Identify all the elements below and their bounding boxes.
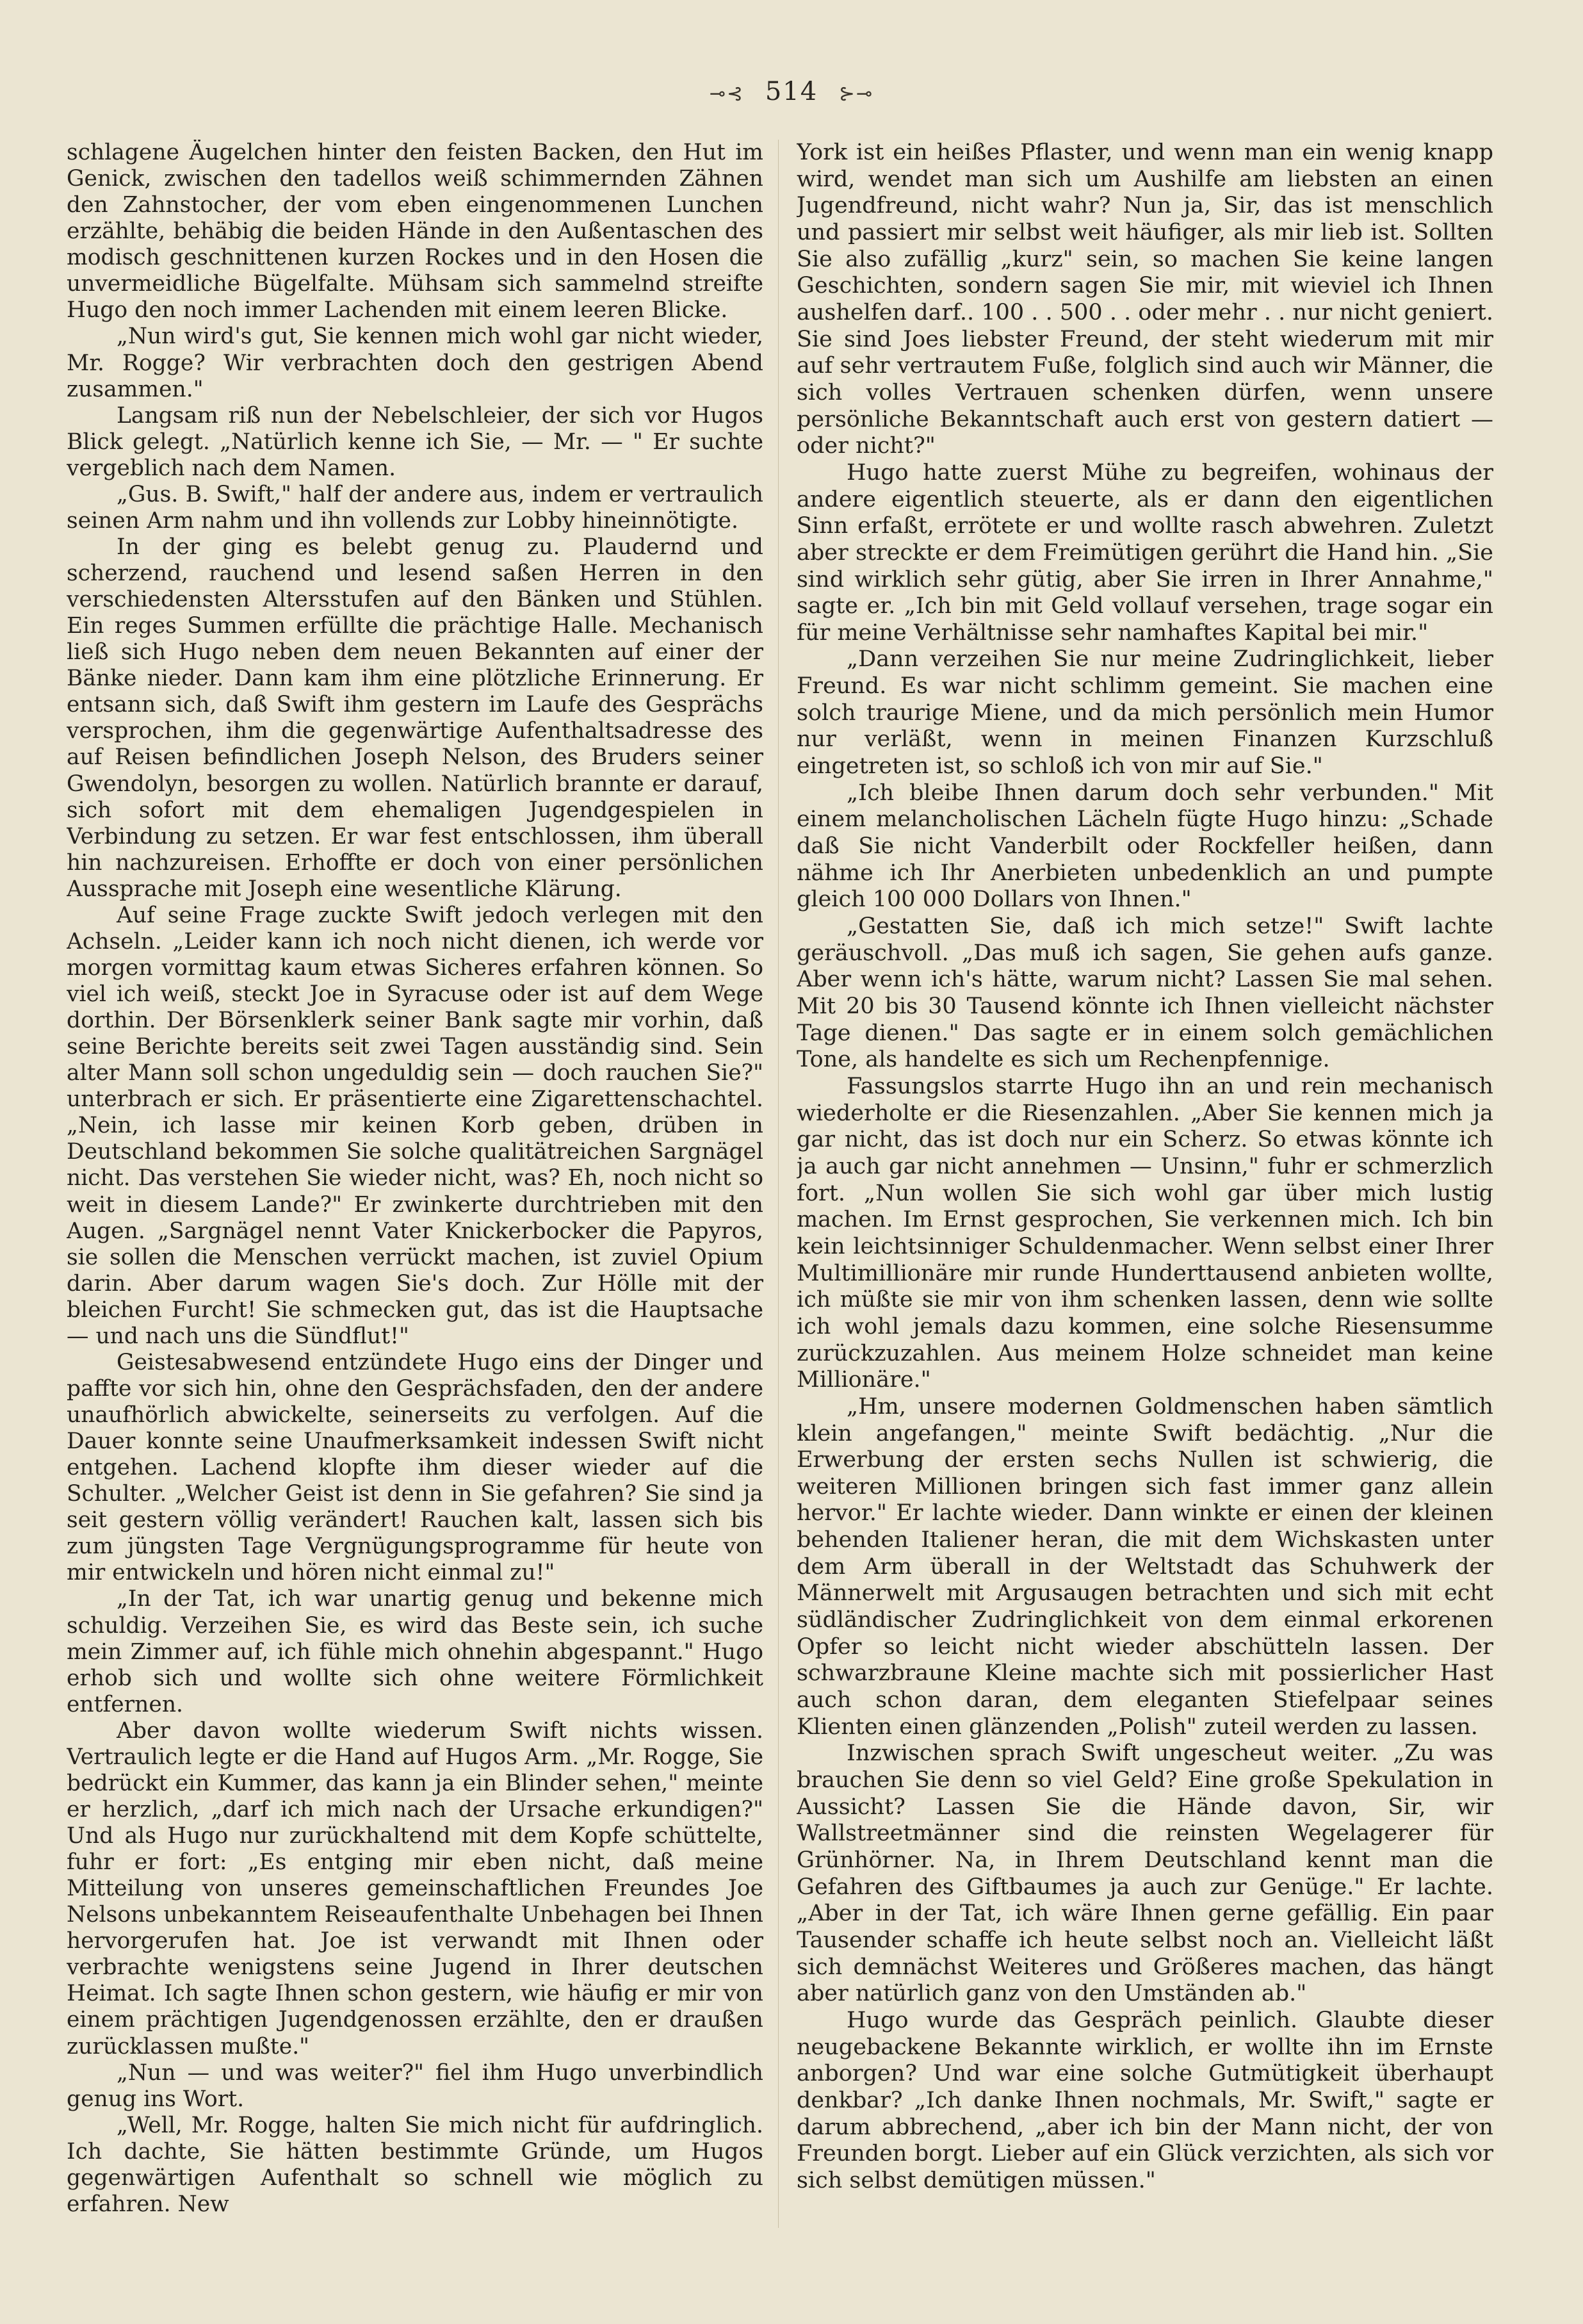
paragraph: „Ich bleibe Ihnen darum doch sehr verbunden." Mit einem melancholischen Lächeln fügte Hugo hinzu: „Schade daß Sie nicht Vanderbilt oder Rockfeller heißen, dann nähme ich Ihr Anerbieten unbedenklich an und pumpte gleich 100 000 Dollars von Ihnen." (797, 780, 1493, 913)
ornament-left: ⊸⊰ (709, 83, 745, 105)
paragraph: „Well, Mr. Rogge, halten Sie mich nicht für aufdringlich. Ich dachte, Sie hätten bestimmte Gründe, um Hugos gegenwärtigen Aufenthalt so schnell wie möglich zu erfahren. New (67, 2112, 763, 2217)
left-column (67, 140, 763, 2234)
paragraph: Inzwischen sprach Swift ungescheut weiter. „Zu was brauchen Sie denn so viel Geld? Eine große Spekulation in Aussicht? Lassen Sie die Hände davon, Sir, wir Wallstreetmänner sind die reinsten Wegelagerer für Grünhörner. Na, in Ihrem Deutschland kennt man die Gefahren des Giftbaumes ja auch zur Genüge." Er lachte. „Aber in der Tat, ich wäre Ihnen gerne gefällig. Ein paar Tausender schaffe ich heute selbst noch an. Vielleicht läßt sich demnächst Weiteres und Größeres machen, das hängt aber natürlich ganz von den Umständen ab." (797, 1740, 1493, 2007)
paragraph: Fassungslos starrte Hugo ihn an und rein mechanisch wiederholte er die Riesenzahlen. „Aber Sie kennen mich ja gar nicht, das ist doch nur ein Scherz. So etwas könnte ich ja auch gar nicht annehmen — Unsinn," fuhr er schmerzlich fort. „Nun wollen Sie sich wohl gar über mich lustig machen. Im Ernst gesprochen, Sie verkennen mich. Ich bin kein leichtsinniger Schuldenmacher. Wenn selbst einer Ihrer Multimillionäre mir runde Hunderttausend anbieten wollte, ich müßte sie mir von ihm schenken lassen, denn wie sollte ich wohl jemals dazu kommen, eine solche Riesensumme zurückzuzahlen. Aus meinem Holze schneidet man keine Millionäre." (797, 1073, 1493, 1393)
paragraph: Aber davon wollte wiederum Swift nichts wissen. Vertraulich legte er die Hand auf Hugos Arm. „Mr. Rogge, Sie bedrückt ein Kummer, das kann ja ein Blinder sehen," meinte er herzlich, „darf ich mich nach der Ursache erkundigen?" Und als Hugo nur zurückhaltend mit dem Kopfe schüttelte, fuhr er fort: „Es entging mir eben nicht, daß meine Mitteilung von unseres gemeinschaftlichen Freundes Joe Nelsons unbekanntem Reiseaufenthalte Unbehagen bei Ihnen hervorgerufen hat. Joe ist verwandt mit Ihnen oder verbrachte wenigstens seine Jugend in Ihrer deutschen Heimat. Ich sagte Ihnen schon gestern, wie häufig er mir von einem prächtigen Jugendgenossen erzählte, den er draußen zurücklassen mußte." (67, 1717, 763, 2059)
paragraph: „Nun — und was weiter?" fiel ihm Hugo unverbindlich genug ins Wort. (67, 2059, 763, 2112)
paragraph: „Hm, unsere modernen Goldmenschen haben sämtlich klein angefangen," meinte Swift bedächtig. „Nur die Erwerbung der ersten sechs Nullen ist schwierig, die weiteren Millionen bringen sich fast immer ganz allein hervor." Er lachte wieder. Dann winkte er einen der kleinen behenden Italiener heran, die mit dem Wichskasten unter dem Arm überall in der Weltstadt das Schuhwerk der Männerwelt mit Argusaugen betrachten und sich mit echt südländischer Zudringlichkeit von dem einmal erkorenen Opfer so leicht nicht wieder abschütteln lassen. Der schwarzbraune Kleine machte sich mit possierlicher Hast auch schon daran, dem eleganten Stiefelpaar seines Klienten einen glänzenden „Polish" zuteil werden zu lassen. (797, 1393, 1493, 1740)
paragraph: „Dann verzeihen Sie nur meine Zudringlichkeit, lieber Freund. Es war nicht schlimm gemeint. Sie machen eine solch traurige Miene, und da mich persönlich mein Humor nur verläßt, wenn in meinen Finanzen Kurzschluß eingetreten ist, so schloß ich von mir auf Sie." (797, 646, 1493, 780)
paragraph: „Nun wird's gut, Sie kennen mich wohl gar nicht wieder, Mr. Rogge? Wir verbrachten doch den gestrigen Abend zusammen." (67, 323, 763, 402)
paragraph: „In der Tat, ich war unartig genug und bekenne mich schuldig. Verzeihen Sie, es wird das Beste sein, ich suche mein Zimmer auf, ich fühle mich ohnehin abgespannt." Hugo erhob sich und wollte sich ohne weitere Förmlichkeit entfernen. (67, 1586, 763, 1717)
paragraph: York ist ein heißes Pflaster, und wenn man ein wenig knapp wird, wendet man sich um Aushilfe am liebsten an einen Jugendfreund, nicht wahr? Nun ja, Sir, das ist menschlich und passiert mir selbst weit häufiger, als mir lieb ist. Sollten Sie also zufällig „kurz" sein, so machen Sie keine langen Geschichten, sondern sagen Sie mir, mit wieviel ich Ihnen aushelfen darf.. 100 . . 500 . . oder mehr . . nur nicht geniert. Sie sind Joes liebster Freund, der steht wiederum mit mir auf sehr vertrautem Fuße, folglich sind auch wir Männer, die sich volles Vertrauen schenken dürfen, wenn unsere persönliche Bekanntschaft auch erst von gestern datiert — oder nicht?" (797, 140, 1493, 459)
ornament-right: ⊱⊸ (838, 83, 874, 105)
paragraph: schlagene Äugelchen hinter den feisten Backen, den Hut im Genick, zwischen den tadellos weiß schimmernden Zähnen den Zahnstocher, der vom eben eingenommenen Lunchen erzählte, behäbig die beiden Hände in den Außentaschen des modisch geschnittenen kurzen Rockes und in den Hosen die unvermeidliche Bügelfalte. Mühsam sich sammelnd streifte Hugo den noch immer Lachenden mit einem leeren Blicke. (67, 140, 763, 323)
paragraph: Auf seine Frage zuckte Swift jedoch verlegen mit den Achseln. „Leider kann ich noch nicht dienen, ich werde vor morgen vormittag kaum etwas Sicheres erfahren können. So viel ich weiß, steckt Joe in Syracuse oder ist auf dem Wege dorthin. Der Börsenklerk seiner Bank sagte mir vorhin, daß seine Berichte bereits seit zwei Tagen ausständig sind. Sein alter Mann soll schon ungeduldig sein — doch rauchen Sie?" unterbrach er sich. Er präsentierte eine Zigarettenschachtel. „Nein, ich lasse mir keinen Korb geben, drüben in Deutschland bekommen Sie solche qualitätreichen Sargnägel nicht. Das verstehen Sie wieder nicht, was? Eh, noch nicht so weit in diesem Lande?" Er zwinkerte durchtrieben mit den Augen. „Sargnägel nennt Vater Knickerbocker die Papyros, sie sollen die Menschen verrückt machen, ist zuviel Opium darin. Aber darum wagen Sie's doch. Zur Hölle mit der bleichen Furcht! Sie schmecken gut, das ist die Hauptsache — und nach uns die Sündflut!" (67, 902, 763, 1349)
paragraph: Langsam riß nun der Nebelschleier, der sich vor Hugos Blick gelegt. „Natürlich kenne ich Sie, — Mr. — " Er suchte vergeblich nach dem Namen. (67, 402, 763, 481)
paragraph: „Gestatten Sie, daß ich mich setze!" Swift lachte geräuschvoll. „Das muß ich sagen, Sie gehen aufs ganze. Aber wenn ich's hätte, warum nicht? Lassen Sie mal sehen. Mit 20 bis 30 Tausend könnte ich Ihnen vielleicht nächster Tage dienen." Das sagte er in einem solch gemächlichen Tone, als handelte es sich um Rechenpfennige. (797, 913, 1493, 1073)
page-header (0, 77, 1583, 106)
paragraph: Hugo wurde das Gespräch peinlich. Glaubte dieser neugebackene Bekannte wirklich, er wollte ihn im Ernste anborgen? Und war eine solche Gutmütigkeit überhaupt denkbar? „Ich danke Ihnen nochmals, Mr. Swift," sagte er darum abbrechend, „aber ich bin der Mann nicht, der von Freunden borgt. Lieber auf ein Glück verzichten, als sich vor sich selbst demütigen müssen." (797, 2007, 1493, 2193)
paragraph: Hugo hatte zuerst Mühe zu begreifen, wohinaus der andere eigentlich steuerte, als er dann den eigentlichen Sinn erfaßt, errötete er und wollte rasch abwehren. Zuletzt aber streckte er dem Freimütigen gerührt die Hand hin. „Sie sind wirklich sehr gütig, aber Sie irren in Ihrer Annahme," sagte er. „Ich bin mit Geld vollauf versehen, trage sogar ein für meine Verhältnisse sehr namhaftes Kapital bei mir." (797, 459, 1493, 646)
paragraph: In der ging es belebt genug zu. Plaudernd und scherzend, rauchend und lesend saßen Herren in den verschiedensten Altersstufen auf den Bänken und Stühlen. Ein reges Summen erfüllte die prächtige Halle. Mechanisch ließ sich Hugo neben dem neuen Bekannten auf einer der Bänke nieder. Dann kam ihm eine plötzliche Erinnerung. Er entsann sich, daß Swift ihm gestern im Laufe des Gesprächs versprochen, ihm die gegenwärtige Aufenthaltsadresse des auf Reisen befindlichen Joseph Nelson, des Bruders seiner Gwendolyn, besorgen zu wollen. Natürlich brannte er darauf, sich sofort mit dem ehemaligen Jugendgespielen in Verbindung zu setzen. Er war fest entschlossen, ihm überall hin nachzureisen. Erhoffte er doch von einer persönlichen Aussprache mit Joseph eine wesentliche Klärung. (67, 534, 763, 902)
column-divider (778, 140, 779, 2228)
paragraph: Geistesabwesend entzündete Hugo eins der Dinger und paffte vor sich hin, ohne den Gesprächsfaden, den der andere unaufhörlich abwickelte, seinerseits zu verfolgen. Auf die Dauer konnte seine Unaufmerksamkeit indessen Swift nicht entgehen. Lachend klopfte ihm dieser wieder auf die Schulter. „Welcher Geist ist denn in Sie gefahren? Sie sind ja seit gestern völlig verändert! Rauchen kalt, lassen sich bis zum jüngsten Tage Vergnügungsprogramme für heute von mir entwickeln und hören nicht einmal zu!" (67, 1349, 763, 1586)
paragraph: „Gus. B. Swift," half der andere aus, indem er vertraulich seinen Arm nahm und ihn vollends zur Lobby hineinnötigte. (67, 481, 763, 534)
right-column (797, 140, 1493, 2234)
page-number: 514 (765, 77, 818, 106)
